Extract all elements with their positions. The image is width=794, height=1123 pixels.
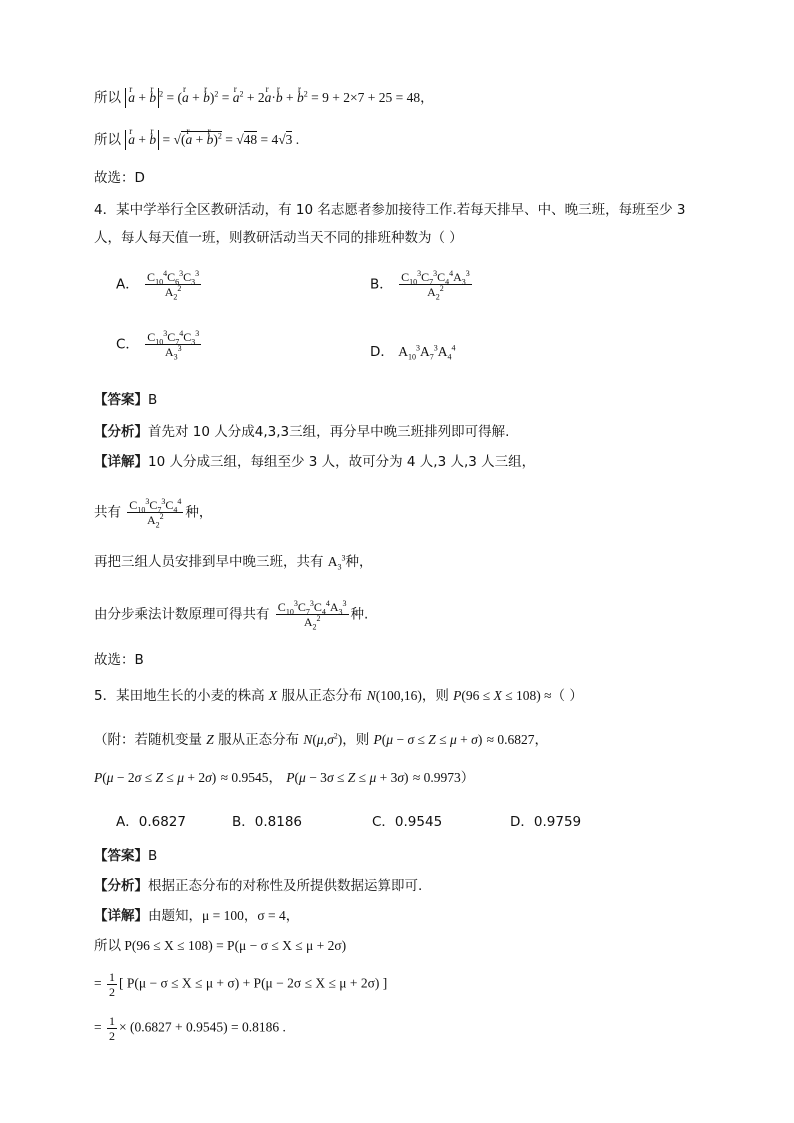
answer-value: B: [148, 848, 158, 864]
q4-stem-line-2: 人，每人每天值一班，则教研活动当天不同的排班种数为（ ）: [94, 230, 463, 246]
q5-detail-3: = $\frac{1}{2}$ [ P(μ − σ ≤ X ≤ μ + σ) + P(μ − 2σ ≤ X ≤ μ + 2σ) ]: [94, 970, 388, 999]
detail-4-suffix: 种.: [350, 606, 369, 623]
half-fraction-2: $\frac{1}{2}$: [109, 1014, 115, 1043]
q4-detail-3: [94, 552, 373, 572]
detail-4-text: × (0.6827 + 0.9545) = 0.8186 .: [119, 1019, 286, 1035]
analysis-tag: 【分析】: [94, 424, 148, 440]
q4-answer: [94, 390, 157, 410]
q5-option-a[interactable]: A．0.6827: [116, 814, 186, 830]
q4-option-d-formula: $A_{10}^3A_7^3A_4^4$: [398, 343, 456, 362]
var-z: Z: [206, 732, 214, 747]
option-label: A．: [116, 276, 139, 293]
one-sigma-formula: P(μ − σ ≤ Z ≤ μ + σ): [373, 732, 483, 747]
q5-note-2: [94, 768, 474, 788]
text-so-2: 所以: [94, 132, 121, 148]
q5-note-part-b: 服从正态分布: [218, 732, 300, 748]
detail-tag: 【详解】: [94, 454, 148, 470]
answer-tag: 【答案】: [94, 392, 148, 408]
q5-note-1: [94, 730, 548, 750]
normal-distribution-formula: N(100,16): [366, 688, 422, 703]
q5-answer: [94, 846, 157, 866]
answer-value: B: [148, 392, 158, 408]
q5-detail-2: 所以 P(96 ≤ X ≤ 108) = P(μ − σ ≤ X ≤ μ + 2σ): [94, 938, 347, 953]
q4-detail-2: [94, 497, 213, 530]
equation-line-1: [94, 88, 434, 108]
q5-stem-part-b: 服从正态分布: [281, 688, 363, 704]
analysis-text: 首先对 10 人分成4,3,3三组，再分早中晚三班排列即可得解.: [148, 424, 510, 440]
q5-analysis: [94, 876, 422, 896]
var-x: X: [268, 688, 278, 703]
q4-detail-3-formula: $A_3^3$: [327, 553, 346, 572]
option-label: B．: [370, 276, 393, 293]
analysis-tag: 【分析】: [94, 878, 148, 894]
q4-option-b-formula: $\frac{C_{10}^3C_7^3C_4^4A_3^3}{A_2^2}$: [401, 269, 470, 302]
q4-detail-4-formula: $\frac{C_{10}^3C_7^3C_4^4A_3^3}{A_2^2}$: [277, 599, 347, 632]
q4-analysis: [94, 422, 509, 442]
detail-tag: 【详解】: [94, 908, 148, 924]
q5-stem: [94, 686, 583, 706]
detail-2-suffix: 种，: [185, 504, 213, 521]
normal-general-formula: $N(\mu,\sigma^2)$: [303, 731, 343, 747]
q4-option-a-formula: $\frac{C_{10}^4C_6^3C_3^3}{A_2^2}$: [147, 269, 200, 302]
q4-detail-4: [94, 599, 369, 632]
detail-1-text: 由题知，μ = 100，σ = 4，: [148, 908, 300, 923]
detail-2-prefix: 共有: [94, 504, 121, 521]
q5-stem-part-d: （ ）: [551, 688, 583, 704]
q4-option-a[interactable]: [116, 269, 203, 302]
two-sigma-formula: P(μ − 2σ ≤ Z ≤ μ + 2σ): [94, 770, 217, 785]
q4-option-c-formula: $\frac{C_{10}^3C_7^4C_3^3}{A_3^3}$: [147, 329, 200, 362]
detail-3-suffix: 种，: [345, 554, 373, 570]
q4-option-c[interactable]: [116, 329, 203, 362]
detail-text: 10 人分成三组，每组至少 3 人，故可分为 4 人,3 人,3 人三组，: [148, 454, 536, 470]
detail-3-text: [ P(μ − σ ≤ X ≤ μ + σ) + P(μ − 2σ ≤ X ≤ μ + 2σ) ]: [119, 975, 388, 991]
q5-option-d[interactable]: D．0.9759: [510, 814, 582, 830]
q5-note-part-c: ，则: [342, 732, 370, 748]
q4-detail-1: [94, 452, 535, 472]
q4-option-b[interactable]: [370, 269, 474, 302]
q5-stem-part-a: 5．某田地生长的小麦的株高: [94, 688, 265, 704]
q5-option-b[interactable]: B．0.8186: [232, 814, 302, 830]
top-choice: 故选：D: [94, 170, 145, 186]
answer-tag: 【答案】: [94, 848, 148, 864]
q5-detail-4: = $\frac{1}{2}$ × (0.6827 + 0.9545) = 0.8186 .: [94, 1014, 286, 1043]
q5-option-c[interactable]: C．0.9545: [372, 814, 443, 830]
detail-3-text: 再把三组人员安排到早中晚三班，共有: [94, 554, 324, 570]
option-label: C．: [116, 336, 139, 353]
q5-detail-1: [94, 906, 299, 926]
three-sigma-formula: P(μ − 3σ ≤ Z ≤ μ + 3σ): [286, 770, 409, 785]
option-label: D．: [370, 344, 394, 360]
detail-4-prefix: 由分步乘法计数原理可得共有: [94, 606, 270, 623]
text-so: 所以: [94, 90, 121, 106]
q5-note-part-a: （附：若随机变量: [94, 732, 202, 748]
equation-line-2: [94, 130, 299, 150]
q4-option-d[interactable]: [370, 340, 455, 360]
two-sigma-value: ≈ 0.9545，: [220, 770, 282, 785]
one-sigma-value: ≈ 0.6827，: [486, 732, 549, 747]
vector-sum-expression: r a + r b $^2$ = (r a + r b)$^2$ = r $a^2 + 2r$ a·r b + r $b^2 = 9 + 2\times 7 + 25 = 48$，: [125, 90, 433, 105]
q5-stem-part-c: ，则: [421, 688, 449, 704]
half-fraction: $\frac{1}{2}$: [109, 970, 115, 999]
q4-detail-2-formula: $\frac{C_{10}^3C_7^3C_4^4}{A_2^2}$: [129, 497, 182, 530]
vector-magnitude-expression: r a + r b = √(r a + r b)$^2$ = √48 = 4√3 .: [125, 132, 299, 147]
q4-stem-line-1: 4．某中学举行全区教研活动，有 10 名志愿者参加接待工作.若每天排早、中、晚三班，每班至少 3: [94, 202, 686, 218]
three-sigma-value: ≈ 0.9973）: [412, 770, 475, 785]
probability-formula: P(96 ≤ X ≤ 108) ≈: [453, 688, 552, 703]
q4-choice: 故选：B: [94, 652, 144, 668]
analysis-text: 根据正态分布的对称性及所提供数据运算即可.: [148, 878, 423, 894]
